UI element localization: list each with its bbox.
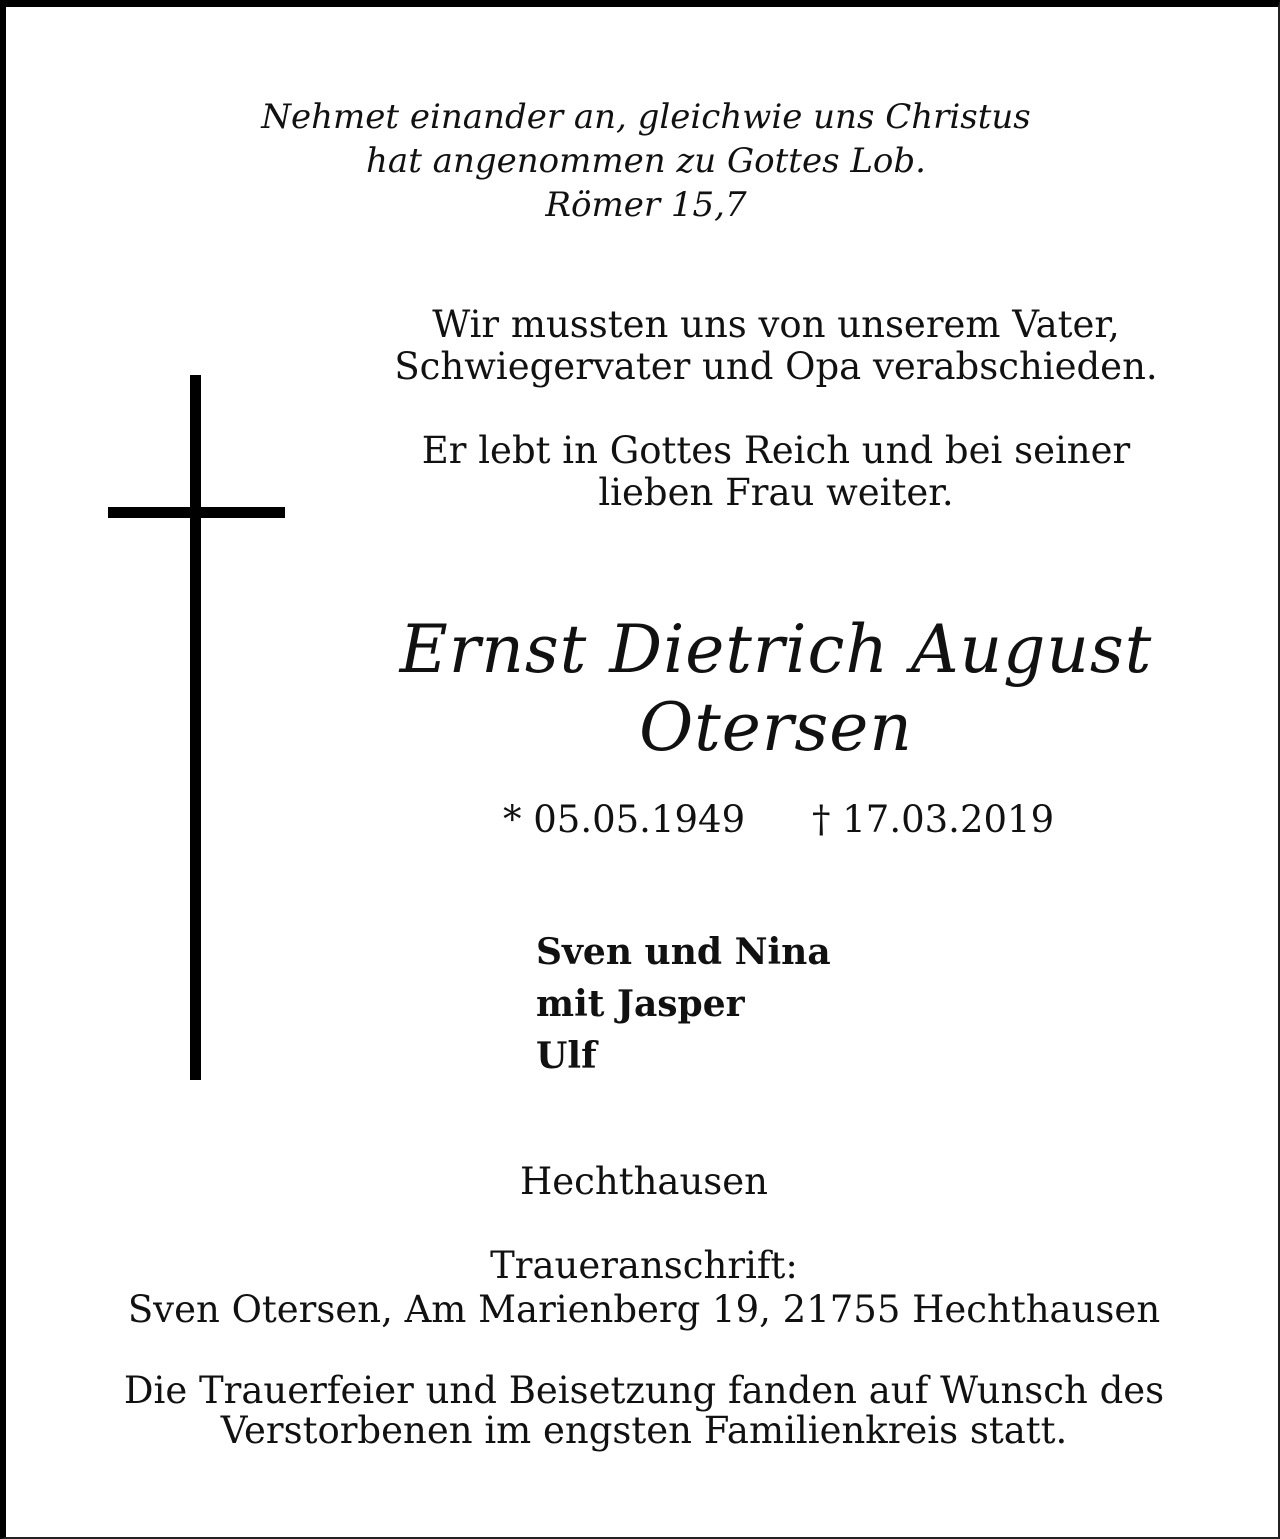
name-line-2: Otersen xyxy=(639,689,913,766)
intro-line-1: Wir mussten uns von unserem Vater, xyxy=(432,303,1120,346)
mourners-list xyxy=(536,926,831,1082)
verse-line-1: Nehmet einander an, gleichwie uns Christus xyxy=(261,97,1031,137)
closing-note xyxy=(6,1371,1280,1451)
name-line-1: Ernst Dietrich August xyxy=(399,611,1153,688)
birth-date: * 05.05.1949 xyxy=(503,798,746,841)
bible-verse xyxy=(146,95,1146,227)
intro-text xyxy=(346,304,1206,514)
mourner-line: mit Jasper xyxy=(536,983,745,1025)
closing-line-1: Die Trauerfeier und Beisetzung fanden auf Wunsch des xyxy=(123,1369,1165,1412)
cross-icon xyxy=(106,375,286,1080)
closing-line-2: Verstorbenen im engsten Familienkreis statt. xyxy=(220,1409,1068,1452)
mourner-line: Sven und Nina xyxy=(536,931,831,973)
intro-line-3: Er lebt in Gottes Reich und bei seiner xyxy=(421,429,1131,472)
intro-line-4: lieben Frau weiter. xyxy=(598,471,954,514)
place-name: Hechthausen xyxy=(519,1160,768,1203)
address-line: Sven Otersen, Am Marienberg 19, 21755 Hechthausen xyxy=(127,1288,1161,1331)
verse-reference: Römer 15,7 xyxy=(545,185,747,225)
intro-line-2: Schwiegervater und Opa verabschieden. xyxy=(394,345,1158,388)
deceased-name xyxy=(336,611,1216,767)
mourning-address xyxy=(6,1244,1280,1332)
mourner-line: Ulf xyxy=(536,1035,597,1077)
death-date: † 17.03.2019 xyxy=(812,798,1055,841)
verse-line-2: hat angenommen zu Gottes Lob. xyxy=(366,141,926,181)
address-label: Traueranschrift: xyxy=(490,1244,798,1287)
